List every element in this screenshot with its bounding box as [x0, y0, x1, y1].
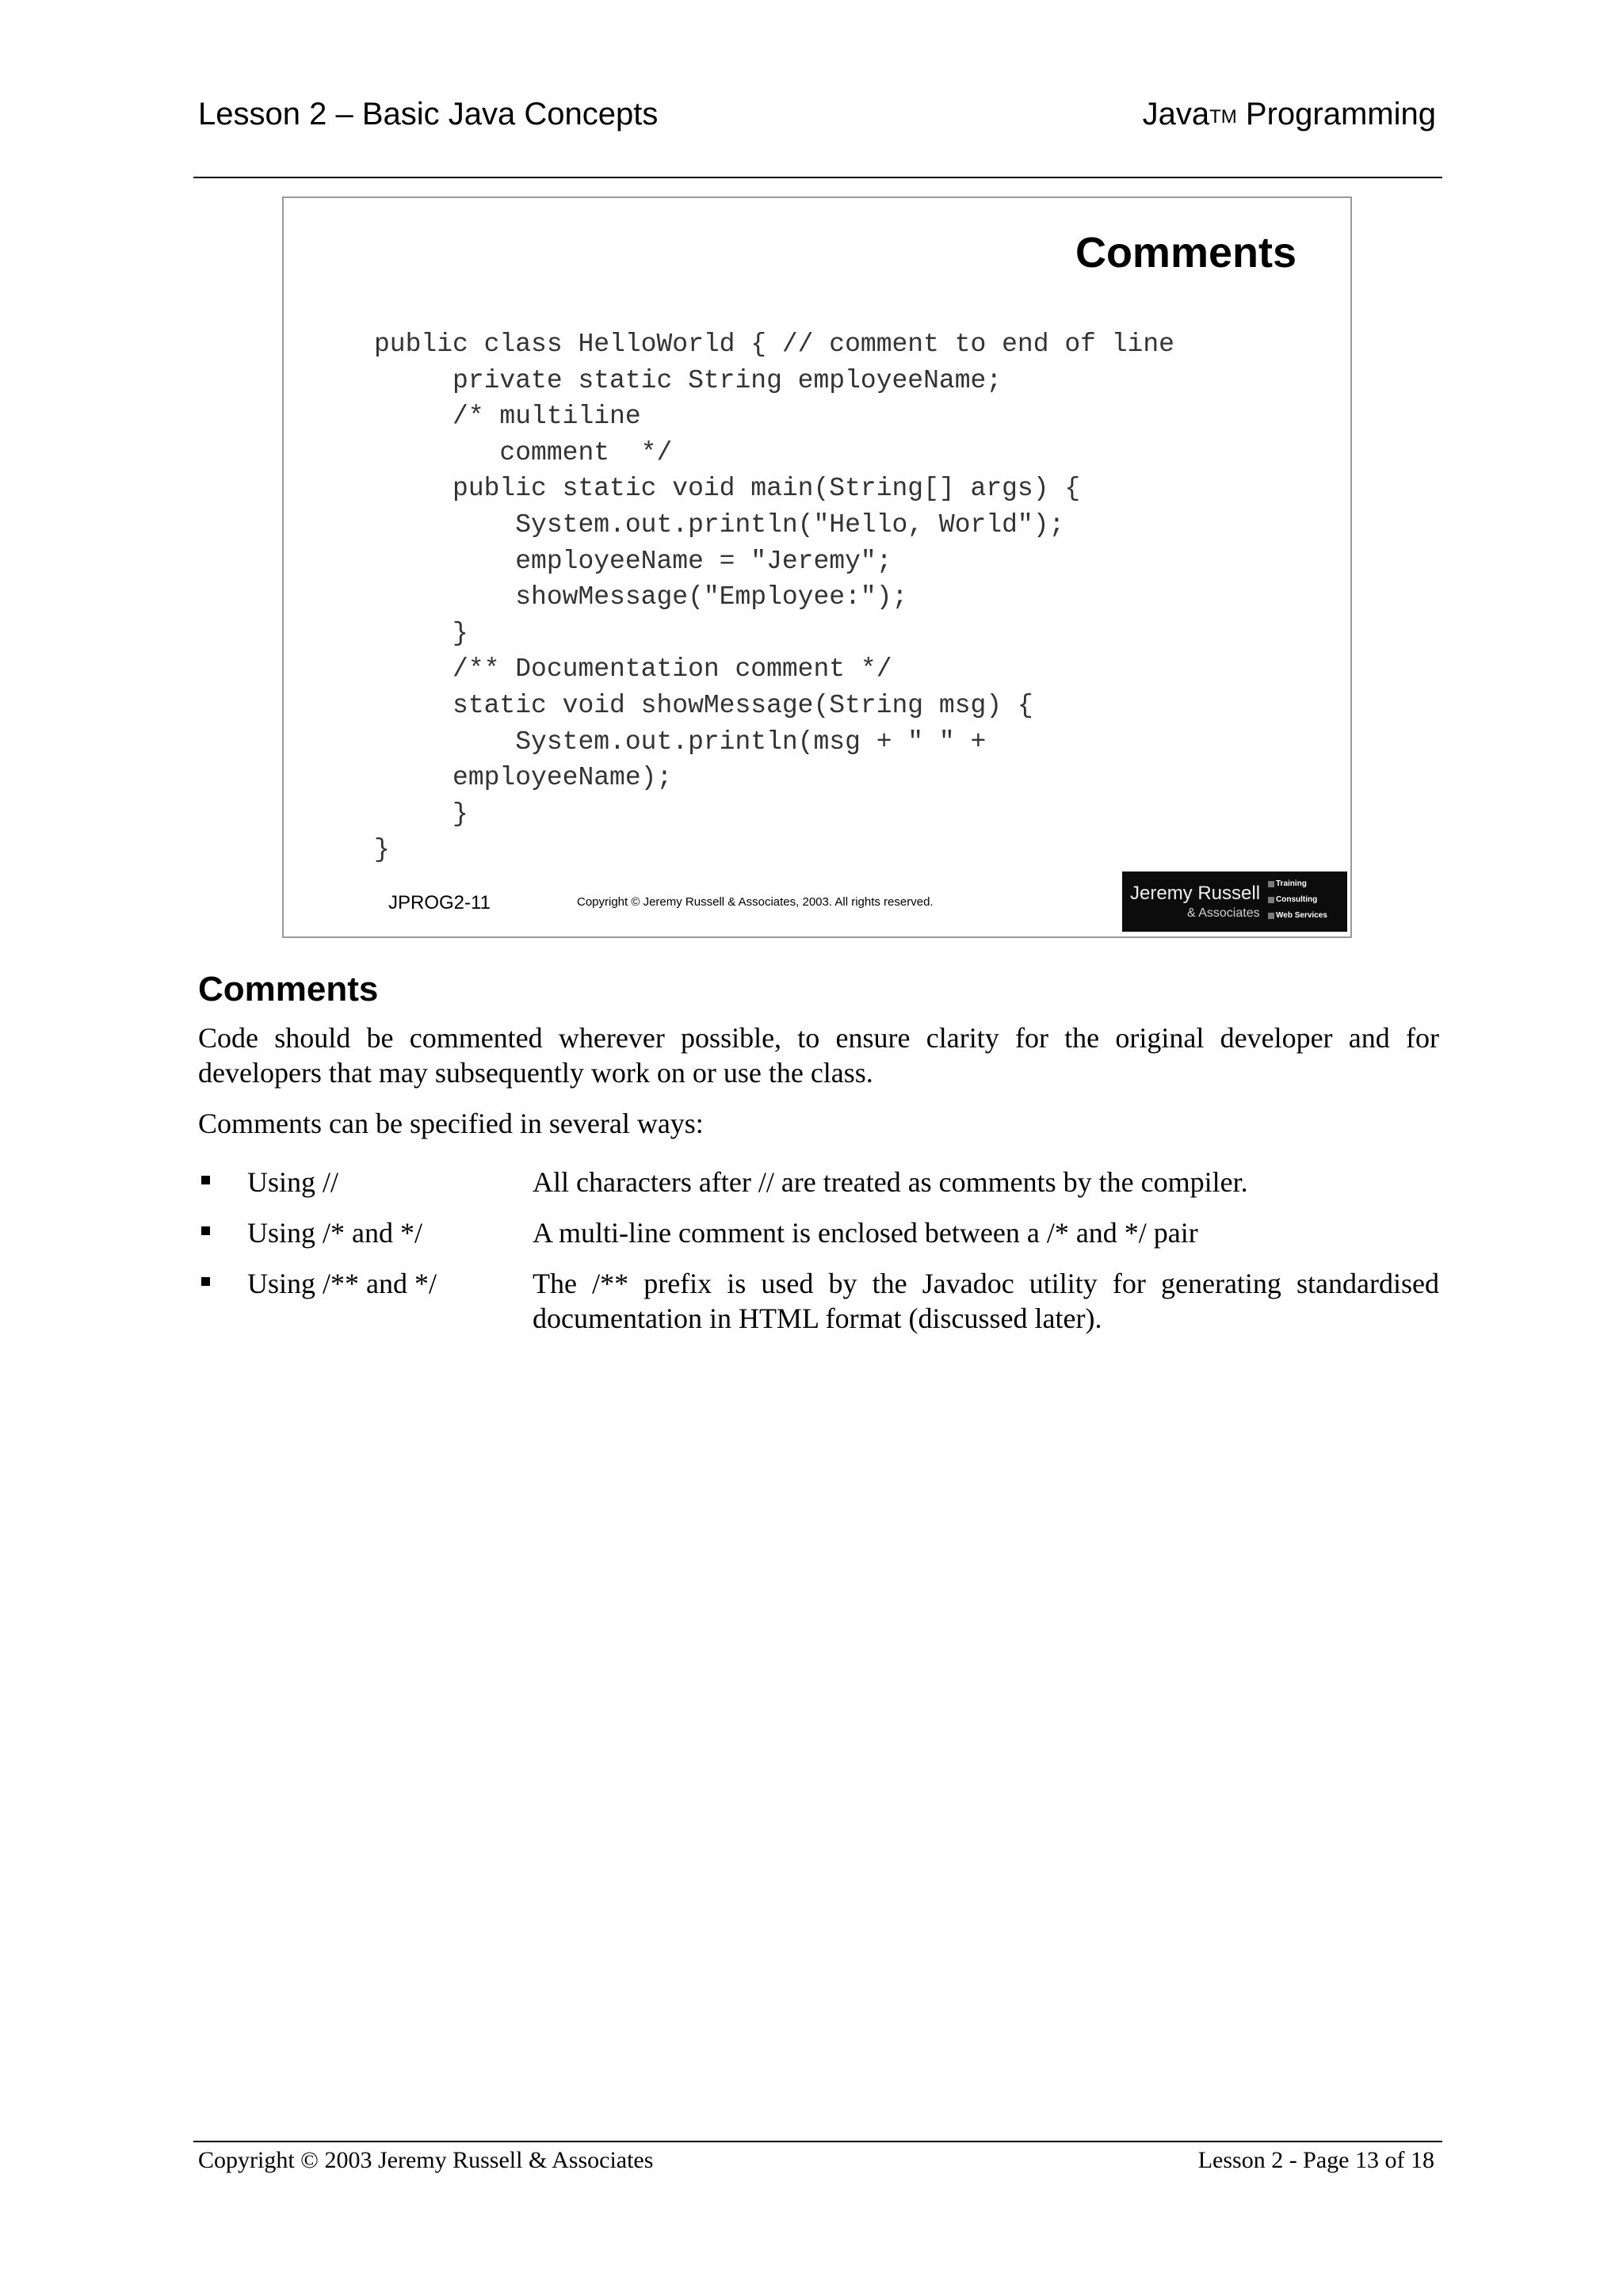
- logo-square-icon: [1268, 881, 1274, 887]
- code-line: showMessage("Employee:");: [374, 582, 908, 612]
- bullet-description: The /** prefix is used by the Javadoc utility for generating standardised documentation in HTML format (discussed later).: [533, 1268, 1439, 1334]
- code-line: public class HelloWorld { // comment to end of line: [374, 330, 1174, 359]
- logo-square-icon: [1268, 913, 1274, 919]
- slide-copyright: Copyright © Jeremy Russell & Associates, 2003. All rights reserved.: [577, 895, 934, 909]
- code-line: employeeName);: [374, 763, 673, 793]
- code-line: /* multiline: [374, 402, 641, 432]
- footer-copyright: Copyright © 2003 Jeremy Russell & Associates: [198, 2147, 654, 2173]
- logo-service-web: Web Services: [1276, 911, 1327, 920]
- company-logo: [1122, 871, 1347, 932]
- trademark-symbol: TM: [1209, 106, 1237, 128]
- code-line: public static void main(String[] args) {: [374, 474, 1081, 504]
- list-item: [198, 1165, 1439, 1199]
- bullet-description: A multi-line comment is enclosed between a /* and */ pair: [533, 1217, 1198, 1249]
- code-line: static void showMessage(String msg) {: [374, 690, 1033, 720]
- code-listing: [374, 326, 1174, 868]
- header-rule: [193, 177, 1442, 178]
- bullet-term: Using /** and */: [247, 1268, 437, 1299]
- code-line: }: [374, 799, 468, 829]
- code-line: comment */: [374, 437, 673, 467]
- bullet-term: Using //: [247, 1166, 339, 1198]
- code-line: System.out.println("Hello, World");: [374, 509, 1065, 540]
- header-lesson-title: Lesson 2 – Basic Java Concepts: [198, 97, 659, 132]
- header-course-title: [1143, 97, 1436, 132]
- section-heading: Comments: [198, 970, 379, 1009]
- logo-name: Jeremy Russell: [1130, 883, 1261, 904]
- header-programming: Programming: [1236, 97, 1436, 132]
- square-bullet-icon: [201, 1176, 210, 1184]
- bullet-term: Using /* and */: [247, 1217, 422, 1249]
- body-paragraph: Code should be commented wherever possible, to ensure clarity for the original developer and for developers that may subsequently work on or use the class.: [198, 1022, 1439, 1089]
- logo-sub: & Associates: [1187, 906, 1260, 920]
- logo-service-consulting: Consulting: [1276, 895, 1318, 904]
- list-item: [198, 1215, 1439, 1250]
- code-line: }: [374, 835, 390, 865]
- bullet-list: [198, 1165, 1439, 1352]
- footer-page-number: Lesson 2 - Page 13 of 18: [1197, 2147, 1434, 2173]
- code-line: }: [374, 618, 468, 648]
- square-bullet-icon: [201, 1226, 210, 1235]
- slide-id: JPROG2-11: [388, 892, 491, 913]
- slide-frame: [282, 196, 1352, 938]
- header-java: Java: [1142, 97, 1210, 132]
- code-line: employeeName = "Jeremy";: [374, 546, 892, 576]
- footer-rule: [193, 2141, 1442, 2142]
- code-line: private static String employeeName;: [374, 365, 1002, 395]
- bullet-description: All characters after // are treated as comments by the compiler.: [533, 1166, 1248, 1198]
- code-line: /** Documentation comment */: [374, 654, 892, 685]
- slide-title: Comments: [1075, 229, 1296, 277]
- logo-square-icon: [1268, 897, 1274, 903]
- code-line: System.out.println(msg + " " +: [374, 727, 987, 757]
- square-bullet-icon: [201, 1277, 210, 1286]
- logo-service-training: Training: [1276, 879, 1307, 888]
- list-item: [198, 1266, 1439, 1336]
- body-paragraph: Comments can be specified in several ways:: [198, 1108, 704, 1139]
